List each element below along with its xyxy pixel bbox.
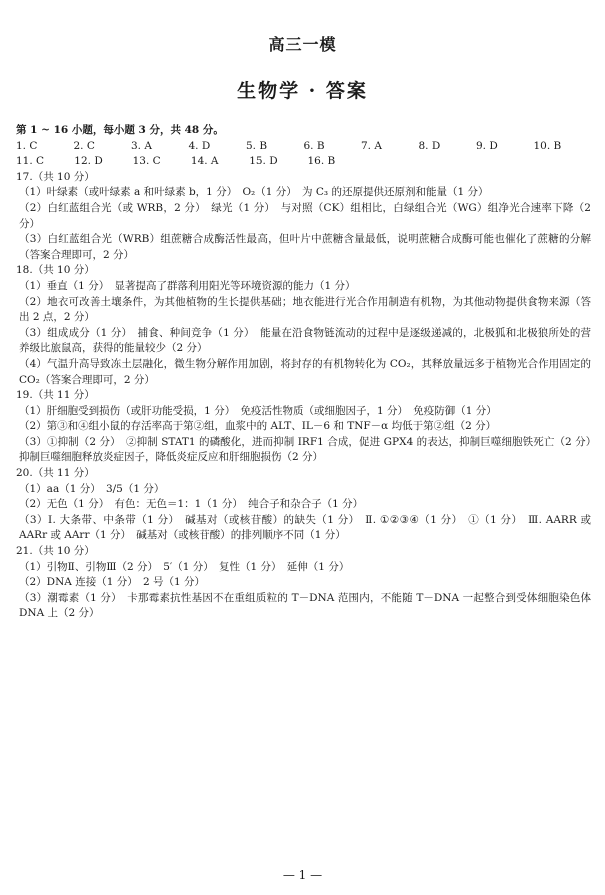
exam-title: 高三一模 (268, 35, 337, 54)
choice-answer: 2. C (73, 139, 95, 152)
question-20-heading: 20.（共 11 分） (16, 467, 95, 480)
question-19 (16, 388, 602, 466)
choice-answer: 12. D (74, 155, 103, 168)
question-17 (16, 170, 591, 264)
question-20-part-1: （1）aa（1 分） 3/5（1 分） (19, 482, 165, 495)
question-20-part-2: （2）无色（1 分） 有色：无色＝1：1（1 分） 纯合子和杂合子（1 分） (19, 498, 364, 511)
question-21-part-3: （3）潮霉素（1 分） 卡那霉素抗性基因不在重组质粒的 T－DNA 范围内，不能随 T－DNA 一起整合到受体细胞染色体 DNA 上（2 分） (19, 591, 591, 620)
question-19-heading: 19.（共 11 分） (16, 389, 95, 402)
choice-answers-row-1 (16, 139, 591, 155)
page-number: — 1 — (282, 868, 323, 882)
choice-answer: 10. B (533, 139, 562, 152)
question-18-part-4: （4）气温升高导致冻土层融化，微生物分解作用加剧，将封存的有机物转化为 CO₂，其释放量远多于植物光合作用固定的 CO₂（答案合理即可，2 分） (19, 357, 591, 386)
question-21 (16, 544, 591, 622)
choice-answer: 11. C (16, 155, 45, 168)
answer-content (16, 123, 602, 622)
choice-answer: 6. B (303, 139, 325, 152)
choice-answer: 16. B (307, 155, 336, 168)
choice-intro: 第 1 ~ 16 小题，每小题 3 分，共 48 分。 (16, 124, 224, 136)
exam-subtitle: 生物学 · 答案 (237, 80, 368, 102)
choice-answer: 15. D (249, 155, 278, 168)
choice-answer: 9. D (476, 139, 498, 152)
question-17-part-1: （1）叶绿素（或叶绿素 a 和叶绿素 b，1 分） O₂（1 分） 为 C₃ 的还原提供还原剂和能量（1 分） (19, 186, 489, 199)
question-18-part-1: （1）垂直（1 分） 显著提高了群落利用阳光等环境资源的能力（1 分） (19, 279, 356, 292)
choice-answer: 3. A (131, 139, 152, 152)
question-17-heading: 17.（共 10 分） (16, 170, 95, 183)
question-19-part-2: （2）第③和④组小鼠的存活率高于第②组，血浆中的 ALT、IL－6 和 TNF－α 均低于第②组（2 分） (19, 420, 497, 433)
choice-answer: 13. C (132, 155, 161, 168)
question-18-part-3: （3）组成成分（1 分） 捕食、种间竞争（1 分） 能量在沿食物链流动的过程中是逐级递减的，北极狐和北极狼所处的营养级比旅鼠高，获得的能量较少（2 分） (19, 326, 591, 355)
choice-answer: 5. B (246, 139, 268, 152)
question-21-part-2: （2）DNA 连接（1 分） 2 号（1 分） (19, 576, 206, 589)
question-21-part-1: （1）引物Ⅱ、引物Ⅲ（2 分） 5′（1 分） 复性（1 分） 延伸（1 分） (19, 560, 350, 573)
choice-answer: 1. C (16, 139, 38, 152)
question-17-part-2: （2）白红蓝组合光（或 WRB，2 分） 绿光（1 分） 与对照（CK）组相比，白绿组合光（WG）组净光合速率下降（2 分） (19, 201, 591, 230)
choice-answer: 14. A (190, 155, 219, 168)
choice-answer: 7. A (361, 139, 382, 152)
question-18-heading: 18.（共 10 分） (16, 264, 95, 277)
question-19-part-3: （3）①抑制（2 分） ②抑制 STAT1 的磷酸化，进而抑制 IRF1 合成，促进 GPX4 的表达，抑制巨噬细胞铁死亡（2 分） 抑制巨噬细胞释放炎症因子，降低炎症反应和肝细胞损伤（2 分） (19, 435, 602, 464)
question-21-heading: 21.（共 10 分） (16, 545, 95, 558)
question-18-part-2: （2）地衣可改善土壤条件，为其他植物的生长提供基础；地衣能进行光合作用制造有机物，为其他动物提供食物来源（答出 2 点，2 分） (19, 295, 591, 324)
choice-answers-row-2 (16, 154, 591, 170)
question-18 (16, 263, 591, 388)
question-17-part-3: （3）白红蓝组合光（WRB）组蔗糖合成酶活性最高，但叶片中蔗糖含量最低，说明蔗糖合成酶可能也催化了蔗糖的分解（答案合理即可，2 分） (19, 233, 591, 261)
choice-answer: 8. D (418, 139, 441, 152)
question-19-part-1: （1）肝细胞受到损伤（或肝功能受损，1 分） 免疫活性物质（或细胞因子，1 分） 免疫防御（1 分） (19, 404, 497, 417)
question-20 (16, 466, 591, 544)
choice-answer: 4. D (188, 139, 211, 152)
question-20-part-3: （3）Ⅰ. 大条带、中条带（1 分） 碱基对（或核苷酸）的缺失（1 分） Ⅱ. ①②③④（1 分） ①（1 分） Ⅲ. AARR 或 AARr 或 AArr（1 分） 碱基对（或核苷酸）的排列顺序不同（1 分） (19, 513, 591, 542)
